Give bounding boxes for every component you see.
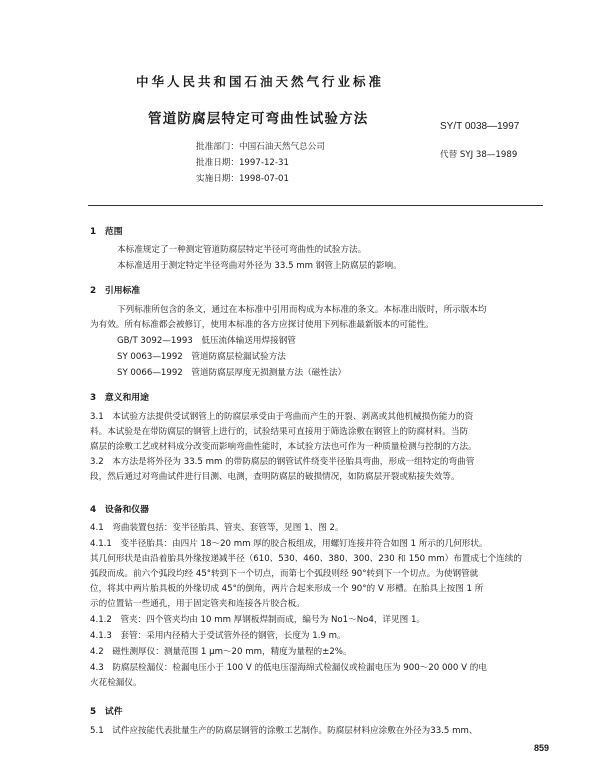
issuing-organization: 中华人民共和国石油天然气行业标准 bbox=[136, 74, 385, 89]
reference-standard-3: SY 0066—1992 管道防腐层厚度无损测量方法（磁性法） bbox=[117, 368, 347, 378]
section-5-heading: 5 试件 bbox=[90, 707, 123, 717]
section-3-line-3: 腐层的涂敷工艺或材料成分改变而影响弯曲性能时，本试验方法也可作为一种质量检测与控制的方法。 bbox=[90, 442, 477, 452]
section-3-line-5: 段，然后通过对弯曲试件进行目测、电测，查明防腐层的破损情况，如防腐层开裂或粘接失效等。 bbox=[90, 472, 460, 482]
section-4-line-6: 示的位置钻一些通孔，用于固定管夹和连接各片胶合板。 bbox=[90, 599, 305, 609]
section-1-para-1: 本标准规定了一种测定管道防腐层特定半径可弯曲性的试验方法。 bbox=[117, 245, 367, 255]
section-1-heading: 1 范围 bbox=[90, 227, 123, 237]
section-4-line-11: 火花检漏仪。 bbox=[90, 678, 142, 688]
section-4-line-3: 其几何形状是由沿着胎具外缘按递减半径（610、530、460、380、300、230 和 150 mm）布置成七个连续的 bbox=[90, 554, 522, 564]
approval-department: 批准部门：中国石油天然气总公司 bbox=[196, 142, 325, 152]
standard-code: SY/T 0038—1997 bbox=[440, 121, 520, 132]
replaces-standard: 代替 SYJ 38—1989 bbox=[440, 150, 518, 160]
reference-standard-1: GB/T 3092—1993 低压流体输送用焊接钢管 bbox=[117, 336, 296, 346]
section-2-para-line-1: 下列标准所包含的条文，通过在本标准中引用而构成为本标准的条文。本标准出版时，所示版本均 bbox=[117, 305, 487, 315]
document-title: 管道防腐层特定可弯曲性试验方法 bbox=[148, 111, 369, 127]
section-4-line-8: 4.1.3 套管：采用内径稍大于受试管外径的钢管，长度为 1.9 m。 bbox=[90, 631, 346, 641]
section-2-heading: 2 引用标准 bbox=[90, 286, 141, 296]
section-4-heading: 4 设备和仪器 bbox=[90, 505, 149, 515]
header-divider bbox=[88, 205, 543, 206]
reference-standard-2: SY 0063—1992 管道防腐层检漏试验方法 bbox=[117, 352, 286, 362]
page-number: 859 bbox=[534, 743, 550, 753]
section-4-line-7: 4.1.2 管夹：四个管夹均由 10 mm 厚钢板焊制而成，编号为 No1～No4，详见图 1。 bbox=[90, 615, 426, 625]
section-3-heading: 3 意义和用途 bbox=[90, 393, 149, 403]
section-3-line-1: 3.1 本试验方法提供受试钢管上的防腐层承受由于弯曲而产生的开裂、剥离或其他机械损伤能力的资 bbox=[90, 412, 474, 422]
approval-date: 批准日期：1997-12-31 bbox=[196, 158, 289, 168]
section-4-line-4: 弧段而成。前六个弧段均经 45°转到下一个切点，而第七个弧段则经 90°转到下一个切点。为使钢管就 bbox=[90, 569, 479, 579]
section-4-line-10: 4.3 防腐层检漏仪：检漏电压小于 100 V 的低电压湿海绵式检漏仪或检漏电压为 900～20 000 V 的电 bbox=[90, 663, 487, 673]
section-2-para-line-2: 为有效。所有标准都会被修订，使用本标准的各方应探讨使用下列标准最新版本的可能性。 bbox=[90, 320, 434, 330]
section-3-line-2: 料。本试验是在带防腐层的钢管上进行的，试验结果可直接用于筛选涂敷在钢管上的防腐材料。当防 bbox=[90, 427, 469, 437]
section-3-line-4: 3.2 本方法是将外径为 33.5 mm 的带防腐层的钢管试件绕变半径胎具弯曲，形成一组特定的弯曲管 bbox=[90, 457, 475, 467]
effective-date: 实施日期：1998-07-01 bbox=[196, 174, 289, 184]
section-4-line-1: 4.1 弯曲装置包括：变半径胎具、管夹、套管等，见图 1、图 2。 bbox=[90, 523, 344, 533]
section-5-line-1: 5.1 试件应按能代表批量生产的防腐层钢管的涂敷工艺制作。防腐层材料应涂敷在外径为33.5 mm、 bbox=[90, 726, 478, 736]
section-1-para-2: 本标准适用于测定特定半径弯曲对外径为 33.5 mm 钢管上防腐层的影响。 bbox=[117, 261, 402, 271]
section-4-line-5: 位，将其中两片胎具板的外缘切成 45°的倒角，两片合起来形成一个 90°的 V 形槽。在胎具上按图 1 所 bbox=[90, 584, 484, 594]
section-4-line-2: 4.1.1 变半径胎具：由四片 18～20 mm 厚的胶合板组成，用螺钉连接并符合如图 1 所示的几何形状。 bbox=[90, 539, 488, 549]
section-4-line-9: 4.2 磁性测厚仪：测量范围 1 μm～20 mm，精度为量程的±2%。 bbox=[90, 647, 352, 657]
